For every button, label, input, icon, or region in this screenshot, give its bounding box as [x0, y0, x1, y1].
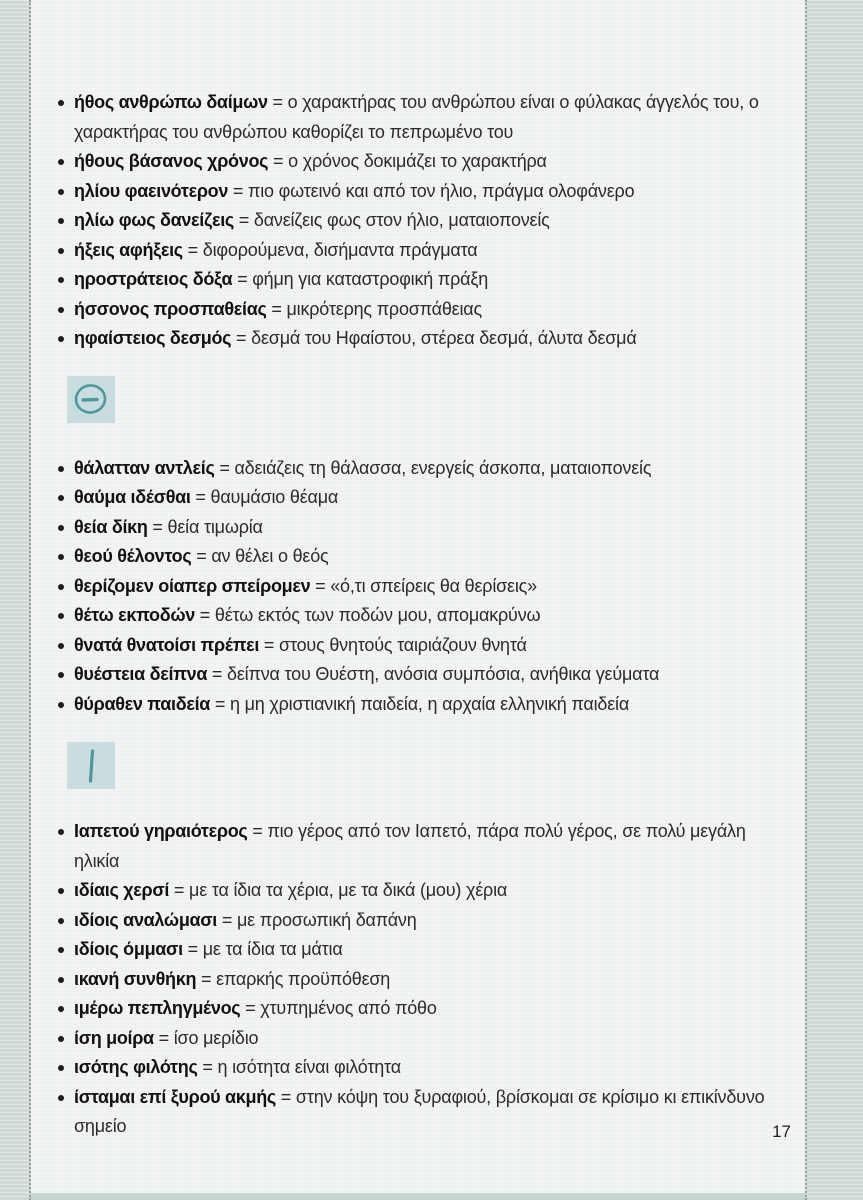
equals-sign: =	[310, 575, 331, 596]
glossary-content	[55, 88, 789, 1142]
entry-term: ισότης φιλότης	[74, 1057, 198, 1077]
entry-term: ικανή συνθήκη	[74, 968, 197, 989]
equals-sign: =	[231, 328, 252, 348]
entry-definition: πιο φωτεινό και από τον ήλιο, πράγμα ολοφάνερο	[248, 180, 635, 201]
entry-term: θαύμα ιδέσθαι	[74, 487, 191, 507]
glossary-entry	[55, 965, 789, 995]
entry-definition: θαυμάσιο θέαμα	[210, 487, 339, 507]
equals-sign: =	[259, 634, 280, 655]
entry-term: ιδίαις χερσί	[74, 880, 170, 900]
entry-definition: ο χρόνος δοκιμάζει το χαρακτήρα	[288, 151, 547, 171]
glossary-entry	[55, 483, 789, 513]
equals-sign: =	[191, 546, 212, 566]
entry-definition: αδειάζεις τη θάλασσα, ενεργείς άσκοπα, ματαιοπονείς	[234, 457, 652, 478]
glossary-entry	[55, 660, 789, 690]
glossary-entry	[55, 236, 789, 266]
glossary-entry	[55, 601, 789, 631]
equals-sign: =	[153, 1027, 174, 1048]
equals-sign: =	[266, 298, 287, 319]
glossary-entry	[55, 994, 789, 1024]
entry-definition: δείπνα του Θυέστη, ανόσια συμπόσια, ανήθικα γεύματα	[227, 664, 660, 684]
entry-definition: μικρότερης προσπάθειας	[286, 298, 482, 319]
glossary-entry-list	[55, 454, 789, 720]
equals-sign: =	[197, 1057, 218, 1077]
entry-term: ηλίου φαεινότερον	[74, 180, 229, 201]
glossary-entry	[55, 88, 789, 147]
equals-sign: =	[190, 487, 211, 507]
equals-sign: =	[147, 516, 168, 537]
entry-definition: με προσωπική δαπάνη	[236, 909, 417, 930]
equals-sign: =	[268, 151, 289, 171]
glossary-entry	[55, 542, 789, 572]
entry-definition: στους θνητούς ταιριάζουν θνητά	[279, 634, 527, 655]
glossary-entry-list	[55, 88, 789, 354]
equals-sign: =	[182, 939, 203, 959]
entry-term: ήσσονος προσπαθείας	[74, 298, 267, 319]
equals-sign: =	[228, 180, 249, 201]
entry-definition: θεία τιμωρία	[167, 516, 263, 537]
glossary-entry	[55, 295, 789, 325]
equals-sign: =	[217, 909, 237, 930]
glossary-entry	[55, 1053, 789, 1083]
equals-sign: =	[196, 968, 217, 989]
entry-definition: «ό,τι σπείρεις θα θερίσεις»	[330, 575, 537, 596]
entry-definition: διφορούμενα, δισήμαντα πράγματα	[202, 239, 478, 260]
entry-definition: φήμη για καταστροφική πράξη	[252, 269, 489, 289]
entry-term: ηφαίστειος δεσμός	[74, 328, 232, 348]
equals-sign: =	[276, 1086, 296, 1107]
entry-term: θεία δίκη	[74, 516, 148, 537]
entry-definition: δεσμά του Ηφαίστου, στέρεα δεσμά, άλυτα δεσμά	[251, 328, 637, 348]
equals-sign: =	[232, 269, 253, 289]
entry-definition: ίσο μερίδιο	[173, 1027, 259, 1048]
entry-term: ήθος ανθρώπω δαίμων	[74, 92, 268, 112]
right-perforation-strip	[805, 0, 863, 1200]
entry-term: θνατά θνατοίσι πρέπει	[74, 634, 260, 655]
equals-sign: =	[194, 605, 215, 625]
entry-definition: η μη χριστιανική παιδεία, η αρχαία ελληνική παιδεία	[230, 693, 630, 714]
equals-sign: =	[169, 880, 190, 900]
entry-term: ιδίοις όμμασι	[74, 939, 183, 959]
equals-sign: =	[214, 457, 235, 478]
entry-term: θερίζομεν οίαπερ σπείρομεν	[74, 575, 311, 596]
equals-sign: =	[207, 664, 228, 684]
glossary-entry	[55, 876, 789, 906]
glossary-entry	[55, 513, 789, 543]
entry-term: θάλατταν αντλείς	[74, 457, 215, 478]
entry-definition: πιο γέρος από τον Ιαπετό, πάρα πολύ γέρος, σε πολύ μεγάλη ηλικία	[74, 821, 746, 871]
entry-term: ίση μοίρα	[74, 1027, 154, 1048]
entry-definition: με τα ίδια τα μάτια	[202, 939, 343, 959]
entry-term: ήθους βάσανος χρόνος	[74, 151, 269, 171]
section-letter-box	[67, 742, 115, 789]
glossary-entry	[55, 177, 789, 207]
entry-term: ιμέρω πεπληγμένος	[74, 998, 241, 1018]
entry-term: ηροστράτειος δόξα	[74, 269, 233, 289]
theta-handwritten-icon	[69, 377, 113, 421]
iota-handwritten-icon	[69, 744, 113, 788]
page-number: 17	[772, 1122, 791, 1141]
glossary-entry	[55, 690, 789, 720]
entry-term: ήξεις αφήξεις	[74, 239, 183, 260]
entry-definition: αν θέλει ο θεός	[211, 546, 329, 566]
entry-term: ηλίω φως δανείζεις	[74, 210, 234, 230]
glossary-entry	[55, 1083, 789, 1142]
bottom-page-edge	[0, 1193, 863, 1200]
glossary-entry	[55, 935, 789, 965]
entry-term: θυέστεια δείπνα	[74, 664, 208, 684]
entry-term: Ιαπετού γηραιότερος	[74, 821, 248, 841]
glossary-entry	[55, 206, 789, 236]
entry-definition: ο χαρακτήρας του ανθρώπου είναι ο φύλακας άγγελός του, ο χαρακτήρας του ανθρώπου καθορίζει το πεπρωμένο του	[74, 92, 759, 142]
equals-sign: =	[233, 210, 254, 230]
glossary-entry	[55, 1024, 789, 1054]
entry-definition: η ισότητα είναι φιλότητα	[217, 1057, 401, 1077]
glossary-entry	[55, 454, 789, 484]
glossary-entry	[55, 324, 789, 354]
glossary-entry-list	[55, 817, 789, 1142]
equals-sign: =	[247, 821, 268, 841]
entry-definition: δανείζεις φως στον ήλιο, ματαιοπονείς	[253, 210, 550, 230]
entry-definition: θέτω εκτός των ποδών μου, απομακρύνω	[214, 605, 541, 625]
left-perforation-strip	[0, 0, 31, 1200]
glossary-entry	[55, 147, 789, 177]
section-letter-box	[67, 376, 115, 423]
entry-definition: χτυπημένος από πόθο	[260, 998, 437, 1018]
entry-term: ίσταμαι επί ξυρού ακμής	[74, 1086, 276, 1107]
glossary-entry	[55, 631, 789, 661]
glossary-entry	[55, 906, 789, 936]
entry-term: ιδίοις αναλώμασι	[74, 909, 218, 930]
entry-definition: στην κόψη του ξυραφιού, βρίσκομαι σε κρίσιμο κι επικίνδυνο σημείο	[74, 1086, 765, 1136]
equals-sign: =	[182, 239, 203, 260]
entry-term: θύραθεν παιδεία	[74, 693, 211, 714]
entry-term: θεού θέλοντος	[74, 546, 192, 566]
entry-definition: με τα ίδια τα χέρια, με τα δικά (μου) χέρια	[189, 880, 508, 900]
glossary-entry	[55, 572, 789, 602]
glossary-entry	[55, 265, 789, 295]
entry-term: θέτω εκποδών	[74, 605, 195, 625]
equals-sign: =	[267, 92, 288, 112]
glossary-entry	[55, 817, 789, 876]
equals-sign: =	[240, 998, 261, 1018]
entry-definition: επαρκής προϋπόθεση	[216, 968, 391, 989]
equals-sign: =	[210, 693, 230, 714]
